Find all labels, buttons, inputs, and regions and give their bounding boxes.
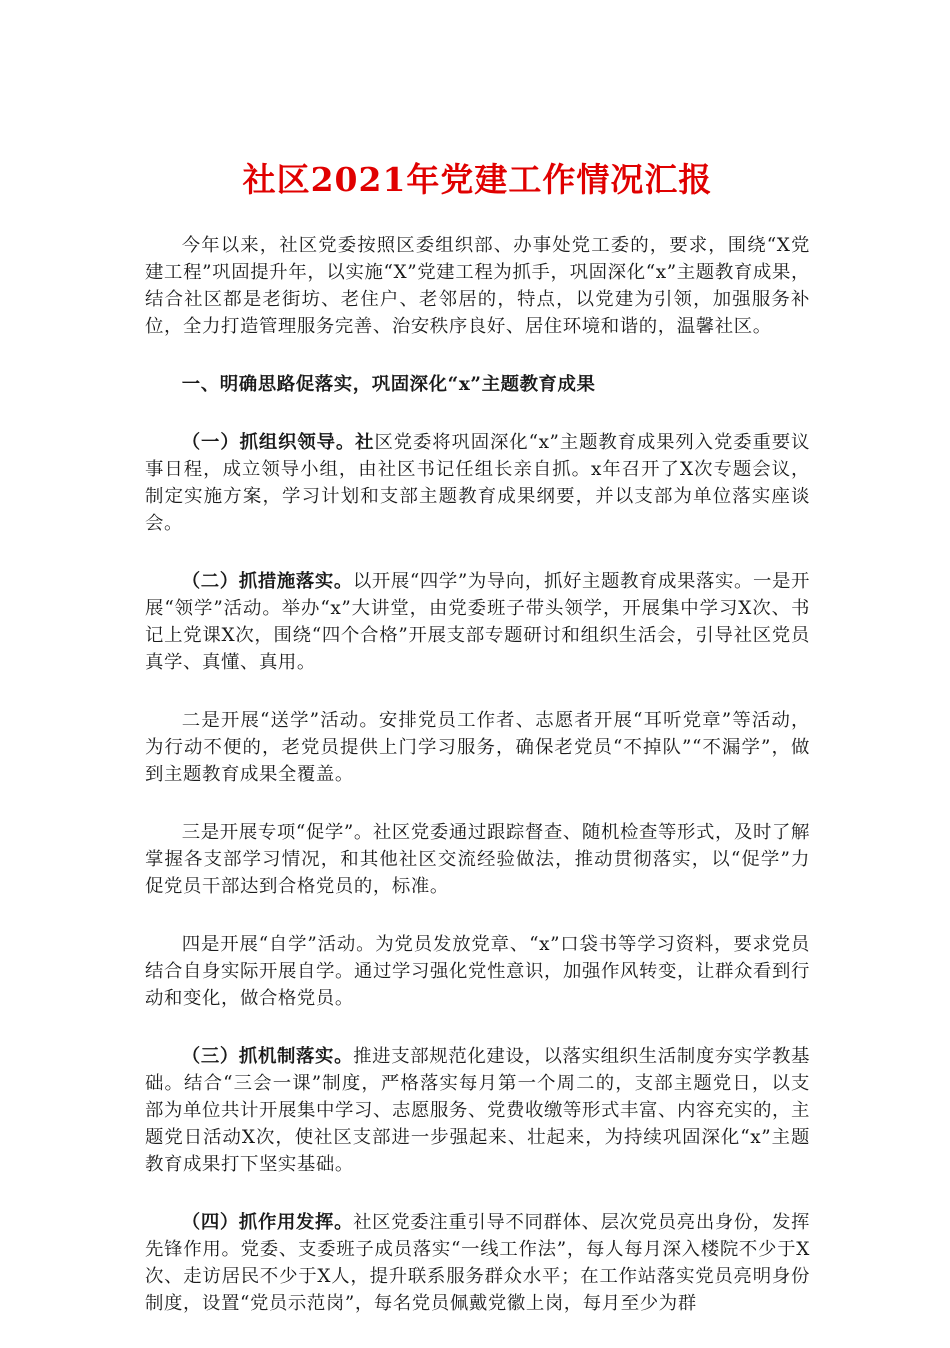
paragraph-measures	[145, 568, 810, 676]
paragraph-text: 区党委将巩固深化“x”主题教育成果列入党委重要议事日程，成立领导小组，由社区书记任组长亲自抓。x年召开了X次专题会议，制定实施方案，学习计划和支部主题教育成果纲要，并以支部为单位落实座谈会。	[145, 432, 810, 534]
paragraph-mechanism	[145, 1043, 810, 1178]
paragraph-role	[145, 1209, 810, 1317]
document-page	[145, 150, 810, 1348]
paragraph-zixue: 四是开展“自学”活动。为党员发放党章、“x”口袋书等学习资料，要求党员结合自身实际开展自学。通过学习强化党性意识，加强作风转变，让群众看到行动和变化，做合格党员。	[145, 934, 810, 1009]
paragraph-lead: （一）抓组织领导。社	[181, 432, 375, 453]
paragraph-songxue: 二是开展“送学”活动。安排党员工作者、志愿者开展“耳听党章”等活动，为行动不便的，老党员提供上门学习服务，确保老党员“不掉队”“不漏学”，做到主题教育成果全覆盖。	[145, 710, 810, 785]
paragraph-text: 推进支部规范化建设，以落实组织生活制度夯实学教基础。结合“三会一课”制度，严格落实每月第一个周二的，支部主题党日，以支部为单位共计开展集中学习、志愿服务、党费收缴等形式丰富、内容充实的，主题党日活动X次，使社区支部进一步强起来、壮起来，为持续巩固深化“x”主题教育成果打下坚实基础。	[145, 1046, 810, 1175]
intro-paragraph: 今年以来，社区党委按照区委组织部、办事处党工委的，要求，围绕“X党建工程”巩固提升年，以实施“X”党建工程为抓手，巩固深化“x”主题教育成果，结合社区都是老街坊、老住户、老邻居的，特点，以党建为引领，加强服务补位，全力打造管理服务完善、治安秩序良好、居住环境和谐的，温馨社区。	[145, 235, 810, 337]
paragraph-text: 社区党委注重引导不同群体、层次党员亮出身份，发挥先锋作用。党委、支委班子成员落实“一线工作法”，每人每月深入楼院不少于X次、走访居民不少于X人，提升联系服务群众水平；在工作站落实党员亮明身份制度，设置“党员示范岗”，每名党员佩戴党徽上岗，每月至少为群	[145, 1212, 810, 1314]
paragraph-lead: （四）抓作用发挥。	[181, 1212, 354, 1233]
paragraph-organization-leadership	[145, 429, 810, 537]
paragraph-lead: （三）抓机制落实。	[181, 1046, 354, 1067]
paragraph-lead: （二）抓措施落实。	[181, 571, 353, 592]
paragraph-text: 以开展“四学”为导向，抓好主题教育成果落实。一是开展“领学”活动。举办“x”大讲堂，由党委班子带头领学，开展集中学习X次、书记上党课X次，围绕“四个合格”开展支部专题研讨和组织生活会，引导社区党员真学、真懂、真用。	[145, 571, 811, 673]
paragraph-cuxue: 三是开展专项“促学”。社区党委通过跟踪督查、随机检查等形式，及时了解掌握各支部学习情况，和其他社区交流经验做法，推动贯彻落实，以“促学”力促党员干部达到合格党员的，标准。	[145, 822, 810, 897]
section-heading: 一、明确思路促落实，巩固深化“x”主题教育成果	[181, 374, 596, 395]
document-title: 社区2021年党建工作情况汇报	[242, 160, 713, 199]
